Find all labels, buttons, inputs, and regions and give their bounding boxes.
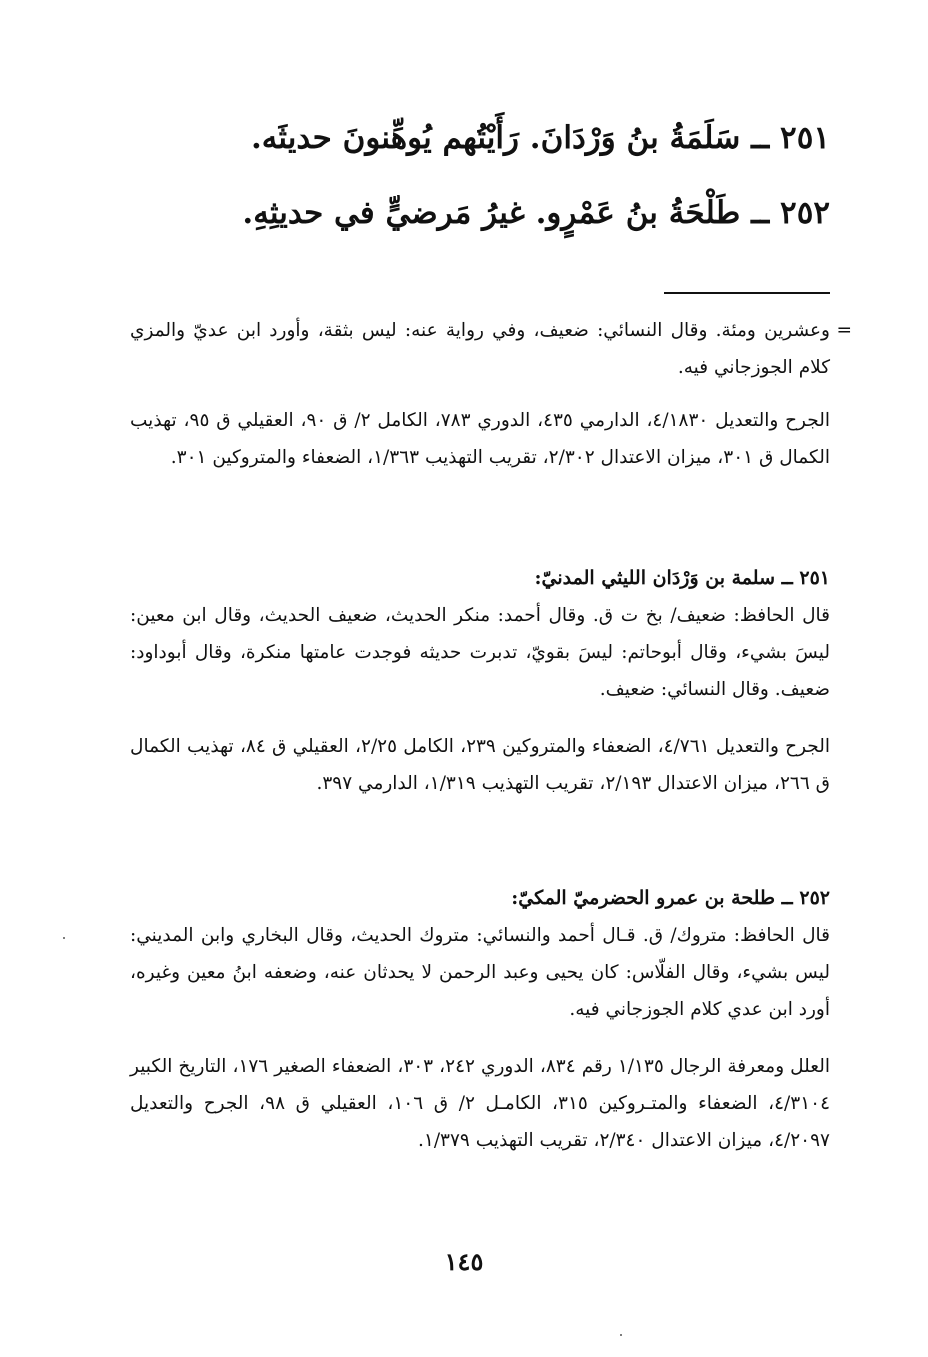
scan-speck (63, 937, 65, 939)
scan-speck (620, 1334, 622, 1336)
footnote-251-heading: ٢٥١ ــ سلمة بن وَرْدَان الليثي المدنيّ: (534, 567, 830, 589)
footnote-251 (130, 560, 830, 708)
footnote-separator (664, 292, 830, 294)
footnote-continuation-refs: الجرح والتعديل ٤/١٨٣٠، الدارمي ٤٣٥، الدوري ٧٨٣، الكامل ٢/ ق ٩٠، العقيلي ق ٩٥، تهذيب الكمال ق ٣٠١، ميزان الاعتدال ٢/٣٠٢، تقريب التهذيب ١/٣٦٣، الضعفاء والمتروكين ٣٠١. (130, 410, 830, 468)
footnote-252-body: قال الحافظ: متروك/ ق. قـال أحمد والنسائي: متروك الحديث، وقال البخاري وابن المديني: ليس بشيء، وقال الفلّاس: كان يحيى وعبد الرحمن لا يحدثان عنه، وضعفه ابنُ معين وغيره، أورد ابن عدي كلام الجوزجاني فيه. (130, 925, 830, 1020)
entry-251-text: ٢٥١ ــ سَلَمَةُ بنُ وَرْدَانَ. رَأَيْتُهم يُوهِّنونَ حديثَه. (250, 120, 830, 156)
continuation-mark: = (836, 320, 852, 341)
footnote-252-heading: ٢٥٢ ــ طلحة بن عمرو الحضرميّ المكيّ: (511, 887, 830, 909)
footnote-continuation-text: وعشرين ومئة. وقال النسائي: ضعيف، وفي رواية عنه: ليس بثقة، وأورد ابن عديّ والمزي كلام الجوزجاني فيه. (130, 320, 830, 378)
page-number: ١٤٥ (444, 1247, 484, 1276)
footnote-251-body: قال الحافظ: ضعيف/ بخ ت ق. وقال أحمد: منكر الحديث، ضعيف الحديث، وقال ابن معين: ليسَ بشيء، وقال أبوحاتم: ليسَ بقويّ، تدبرت حديثه فوجدت عامتها منكرة، وقال أبوداود: ضعيف. وقال النسائي: ضعيف. (130, 605, 830, 700)
footnote-continuation (130, 312, 852, 386)
footnote-251-refs: الجرح والتعديل ٤/٧٦١، الضعفاء والمتروكين ٢٣٩، الكامل ٢/٢٥، العقيلي ق ٨٤، تهذيب الكمال ق ٢٦٦، ميزان الاعتدال ٢/١٩٣، تقريب التهذيب ١/٣١٩، الدارمي ٣٩٧. (130, 736, 831, 794)
footnote-252-refs: العلل ومعرفة الرجال ١/١٣٥ رقم ٨٣٤، الدوري ٢٤٢، ٣٠٣، الضعفاء الصغير ١٧٦، التاريخ الكبير ٤/٣١٠٤، الضعفاء والمتـروكين ٣١٥، الكامـل ٢/ ق ١٠٦، العقيلي ق ٩٨، الجرح والتعديل ٤/٢٠٩٧، ميزان الاعتدال ٢/٣٤٠، تقريب التهذيب ١/٣٧٩. (130, 1056, 831, 1151)
entry-252-text: ٢٥٢ ــ طَلْحَةُ بنُ عَمْرٍو. غيرُ مَرضيٍّ في حديثِهِ. (242, 195, 830, 231)
footnote-252 (130, 880, 830, 1028)
